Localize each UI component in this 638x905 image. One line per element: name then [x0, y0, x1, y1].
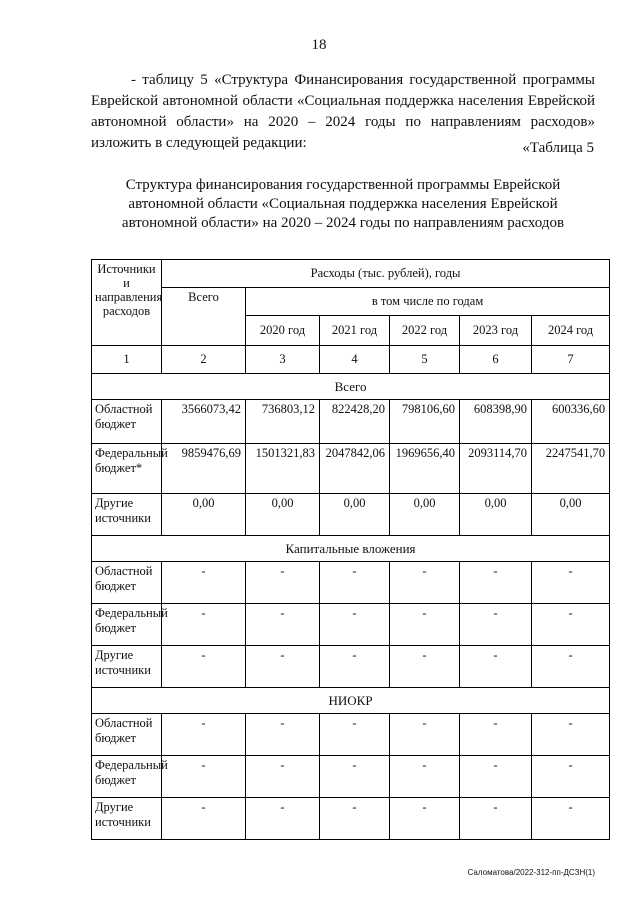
- row-value: -: [320, 756, 390, 798]
- row-label: Другие источники: [92, 646, 162, 688]
- header-year: 2021 год: [320, 316, 390, 346]
- row-value: -: [320, 646, 390, 688]
- row-value: 736803,12: [246, 400, 320, 444]
- row-value: 3566073,42: [162, 400, 246, 444]
- row-value: -: [320, 798, 390, 840]
- table-row: [92, 646, 610, 688]
- row-value: -: [246, 646, 320, 688]
- column-number: 2: [162, 346, 246, 374]
- footer-code: Саломатова/2022-312-пп-ДСЗН(1): [467, 868, 595, 877]
- row-value: -: [320, 604, 390, 646]
- row-value: -: [390, 562, 460, 604]
- table-row: [92, 714, 610, 756]
- row-value: -: [460, 604, 532, 646]
- row-label: Областной бюджет: [92, 562, 162, 604]
- row-label: Другие источники: [92, 494, 162, 536]
- row-value: -: [390, 604, 460, 646]
- row-value: -: [532, 562, 610, 604]
- table-row: [92, 444, 610, 494]
- header-total: Всего: [162, 288, 246, 346]
- column-number: 5: [390, 346, 460, 374]
- row-value: -: [460, 714, 532, 756]
- header-year: 2020 год: [246, 316, 320, 346]
- row-value: 2093114,70: [460, 444, 532, 494]
- header-year: 2022 год: [390, 316, 460, 346]
- row-value: 0,00: [320, 494, 390, 536]
- row-value: -: [460, 646, 532, 688]
- row-value: -: [246, 562, 320, 604]
- section-title: Капитальные вложения: [92, 536, 610, 562]
- header-year: 2023 год: [460, 316, 532, 346]
- section-row: [92, 688, 610, 714]
- row-value: -: [246, 714, 320, 756]
- row-label: Федеральный бюджет: [92, 604, 162, 646]
- section-title: НИОКР: [92, 688, 610, 714]
- row-value: 0,00: [390, 494, 460, 536]
- row-value: -: [390, 756, 460, 798]
- table-reference: «Таблица 5: [522, 140, 594, 156]
- row-value: 608398,90: [460, 400, 532, 444]
- table-row: [92, 400, 610, 444]
- row-value: 798106,60: [390, 400, 460, 444]
- page-number: 18: [311, 37, 327, 53]
- column-number: 1: [92, 346, 162, 374]
- row-label: Областной бюджет: [92, 400, 162, 444]
- column-number: 4: [320, 346, 390, 374]
- section-row: [92, 374, 610, 400]
- column-numbers-row: [92, 346, 610, 374]
- row-value: -: [162, 646, 246, 688]
- row-value: -: [460, 562, 532, 604]
- row-value: -: [390, 714, 460, 756]
- table-row: [92, 494, 610, 536]
- row-value: -: [390, 646, 460, 688]
- section-title: Всего: [92, 374, 610, 400]
- header-year: 2024 год: [532, 316, 610, 346]
- row-value: 0,00: [162, 494, 246, 536]
- table-row: [92, 756, 610, 798]
- header-by-years: в том числе по годам: [246, 288, 610, 316]
- column-number: 3: [246, 346, 320, 374]
- table-row: [92, 562, 610, 604]
- row-value: -: [460, 756, 532, 798]
- row-value: 600336,60: [532, 400, 610, 444]
- row-value: 0,00: [246, 494, 320, 536]
- row-value: -: [532, 604, 610, 646]
- row-value: -: [320, 714, 390, 756]
- row-value: -: [162, 604, 246, 646]
- row-value: -: [460, 798, 532, 840]
- row-value: 822428,20: [320, 400, 390, 444]
- intro-paragraph: [91, 70, 595, 154]
- row-value: 0,00: [532, 494, 610, 536]
- row-value: -: [162, 756, 246, 798]
- row-value: 2047842,06: [320, 444, 390, 494]
- row-value: -: [532, 646, 610, 688]
- row-label: Областной бюджет: [92, 714, 162, 756]
- row-value: 1501321,83: [246, 444, 320, 494]
- header-expenses: Расходы (тыс. рублей), годы: [162, 260, 610, 288]
- column-number: 6: [460, 346, 532, 374]
- row-value: -: [532, 756, 610, 798]
- row-value: -: [246, 798, 320, 840]
- header-sources: Источники и направления расходов: [92, 260, 162, 346]
- row-value: -: [162, 562, 246, 604]
- table-row: [92, 798, 610, 840]
- intro-text: - таблицу 5 «Структура Финансирования государственной программы Еврейской автономной области «Социальная поддержка населения Еврейской автономной области» на 2020 – 2024 годы по направлениям расходов» изложить в следующей редакции:: [91, 72, 595, 151]
- row-value: -: [246, 604, 320, 646]
- row-value: -: [390, 798, 460, 840]
- row-value: -: [162, 798, 246, 840]
- table-title: Структура финансирования государственной программы Еврейской автономной области «Социальная поддержка населения Еврейской автономной области» на 2020 – 2024 годы по направлениям расходов: [121, 177, 565, 231]
- row-value: -: [320, 562, 390, 604]
- row-value: -: [532, 714, 610, 756]
- row-value: 2247541,70: [532, 444, 610, 494]
- row-value: -: [246, 756, 320, 798]
- row-value: 0,00: [460, 494, 532, 536]
- row-label: Федеральный бюджет*: [92, 444, 162, 494]
- row-value: -: [532, 798, 610, 840]
- table-row: [92, 604, 610, 646]
- row-label: Федеральный бюджет: [92, 756, 162, 798]
- column-number: 7: [532, 346, 610, 374]
- section-row: [92, 536, 610, 562]
- financing-table: [91, 259, 610, 840]
- row-value: 1969656,40: [390, 444, 460, 494]
- row-value: -: [162, 714, 246, 756]
- row-value: 9859476,69: [162, 444, 246, 494]
- row-label: Другие источники: [92, 798, 162, 840]
